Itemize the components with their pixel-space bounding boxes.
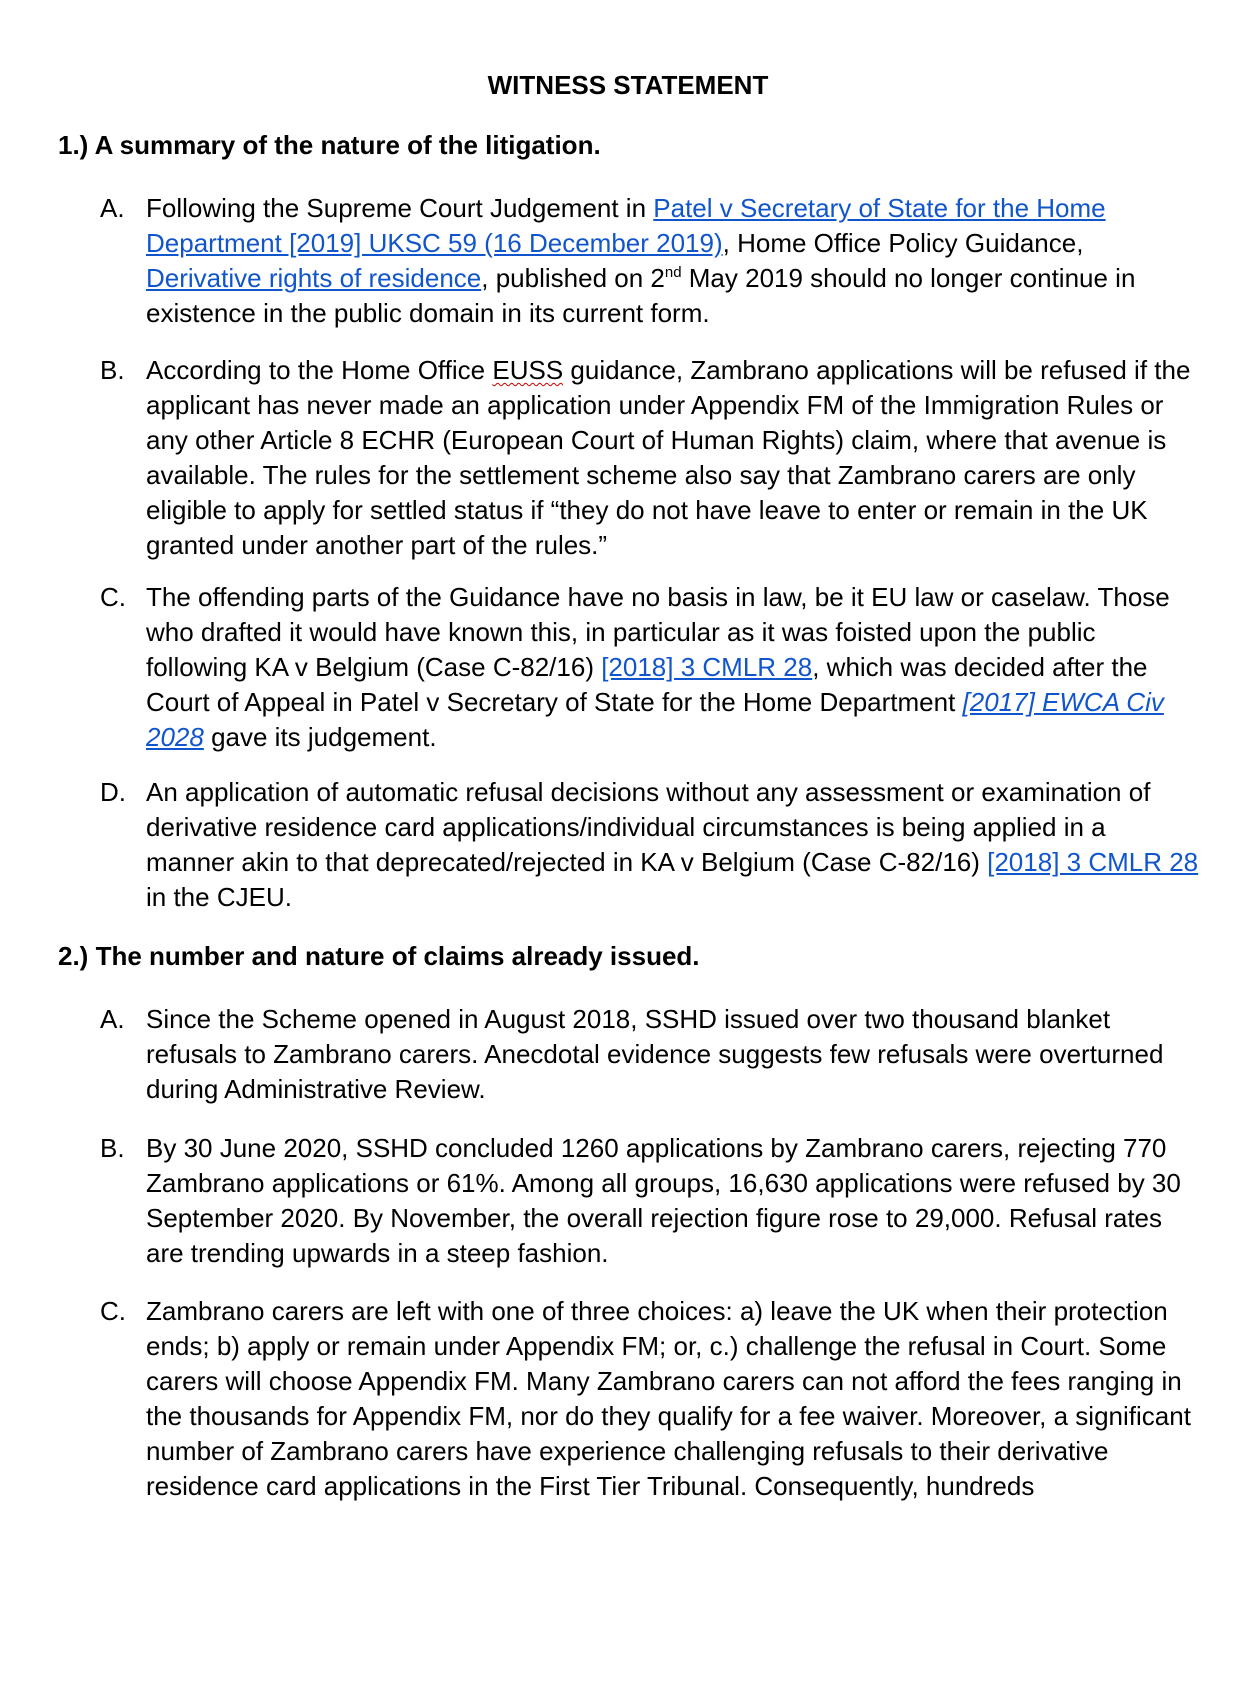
- derivative-rights-link[interactable]: Derivative rights of residence: [146, 263, 482, 293]
- list-letter: B.: [100, 355, 125, 385]
- section-heading-1: 1.) A summary of the nature of the litigation.: [58, 130, 601, 160]
- list-letter: A.: [100, 1004, 125, 1034]
- list-item-text: Since the Scheme opened in August 2018, SSHD issued over two thousand blanket refusals to Zambrano carers. Anecdotal evidence suggests few refusals were overturned during Administrative Review.: [146, 1004, 1164, 1104]
- list-letter: B.: [100, 1133, 125, 1163]
- cmlr-citation-link[interactable]: [2018] 3 CMLR 28: [987, 847, 1199, 877]
- list-item-text: Following the Supreme Court Judgement in Patel v Secretary of State for the Home Department [2019] UKSC 59 (16 December 2019), Home Office Policy Guidance, Derivative rights of residence, published on 2nd May 2019 should no longer continue in existence in the public domain in its current form.: [146, 193, 1136, 328]
- list-letter: C.: [100, 582, 126, 612]
- list-item-text: Zambrano carers are left with one of three choices: a) leave the UK when their protection ends; b) apply or remain under Appendix FM; or, c.) challenge the refusal in Court. Some carers will choose Appendix FM. Many Zambrano carers can not afford the fees ranging in the thousands for Appendix FM, nor do they qualify for a fee waiver. Moreover, a significant number of Zambrano carers have experience challenging refusals to their derivative residence card applications in the First Tier Tribunal. Consequently, hundreds: [146, 1296, 1191, 1501]
- list-item-text: The offending parts of the Guidance have no basis in law, be it EU law or caselaw. Those who drafted it would have known this, in particular as it was foisted upon the public following KA v Belgium (Case C-82/16) [2018] 3 CMLR 28, which was decided after the Court of Appeal in Patel v Secretary of State for the Home Department [2017] EWCA Civ 2028 gave its judgement.: [146, 582, 1170, 752]
- ewca-citation-link[interactable]: [2017] EWCA Civ 2028: [146, 687, 1164, 752]
- page-title: WITNESS STATEMENT: [487, 70, 769, 100]
- list-letter: C.: [100, 1296, 126, 1326]
- list-item-text: According to the Home Office EUSS guidance, Zambrano applications will be refused if the applicant has never made an application under Appendix FM of the Immigration Rules or any other Article 8 ECHR (European Court of Human Rights) claim, where that avenue is available. The rules for the settlement scheme also say that Zambrano carers are only eligible to apply for settled status if “they do not have leave to enter or remain in the UK granted under another part of the rules.”: [146, 355, 1191, 560]
- list-letter: D.: [100, 777, 126, 807]
- list-item-text: An application of automatic refusal decisions without any assessment or examination of derivative residence card applications/individual circumstances is being applied in a manner akin to that deprecated/rejected in KA v Belgium (Case C-82/16) [2018] 3 CMLR 28 in the CJEU.: [146, 777, 1199, 912]
- spellcheck-flagged-word: EUSS: [492, 355, 564, 385]
- list-letter: A.: [100, 193, 125, 223]
- cmlr-citation-link[interactable]: [2018] 3 CMLR 28: [601, 652, 813, 682]
- section-heading-2: 2.) The number and nature of claims already issued.: [58, 941, 700, 971]
- patel-uksc-link[interactable]: Patel v Secretary of State for the Home Department [2019] UKSC 59 (16 December 2019): [146, 193, 1106, 258]
- list-item-text: By 30 June 2020, SSHD concluded 1260 applications by Zambrano carers, rejecting 770 Zambrano applications or 61%. Among all groups, 16,630 applications were refused by 30 September 2020. By November, the overall rejection figure rose to 29,000. Refusal rates are trending upwards in a steep fashion.: [146, 1133, 1181, 1268]
